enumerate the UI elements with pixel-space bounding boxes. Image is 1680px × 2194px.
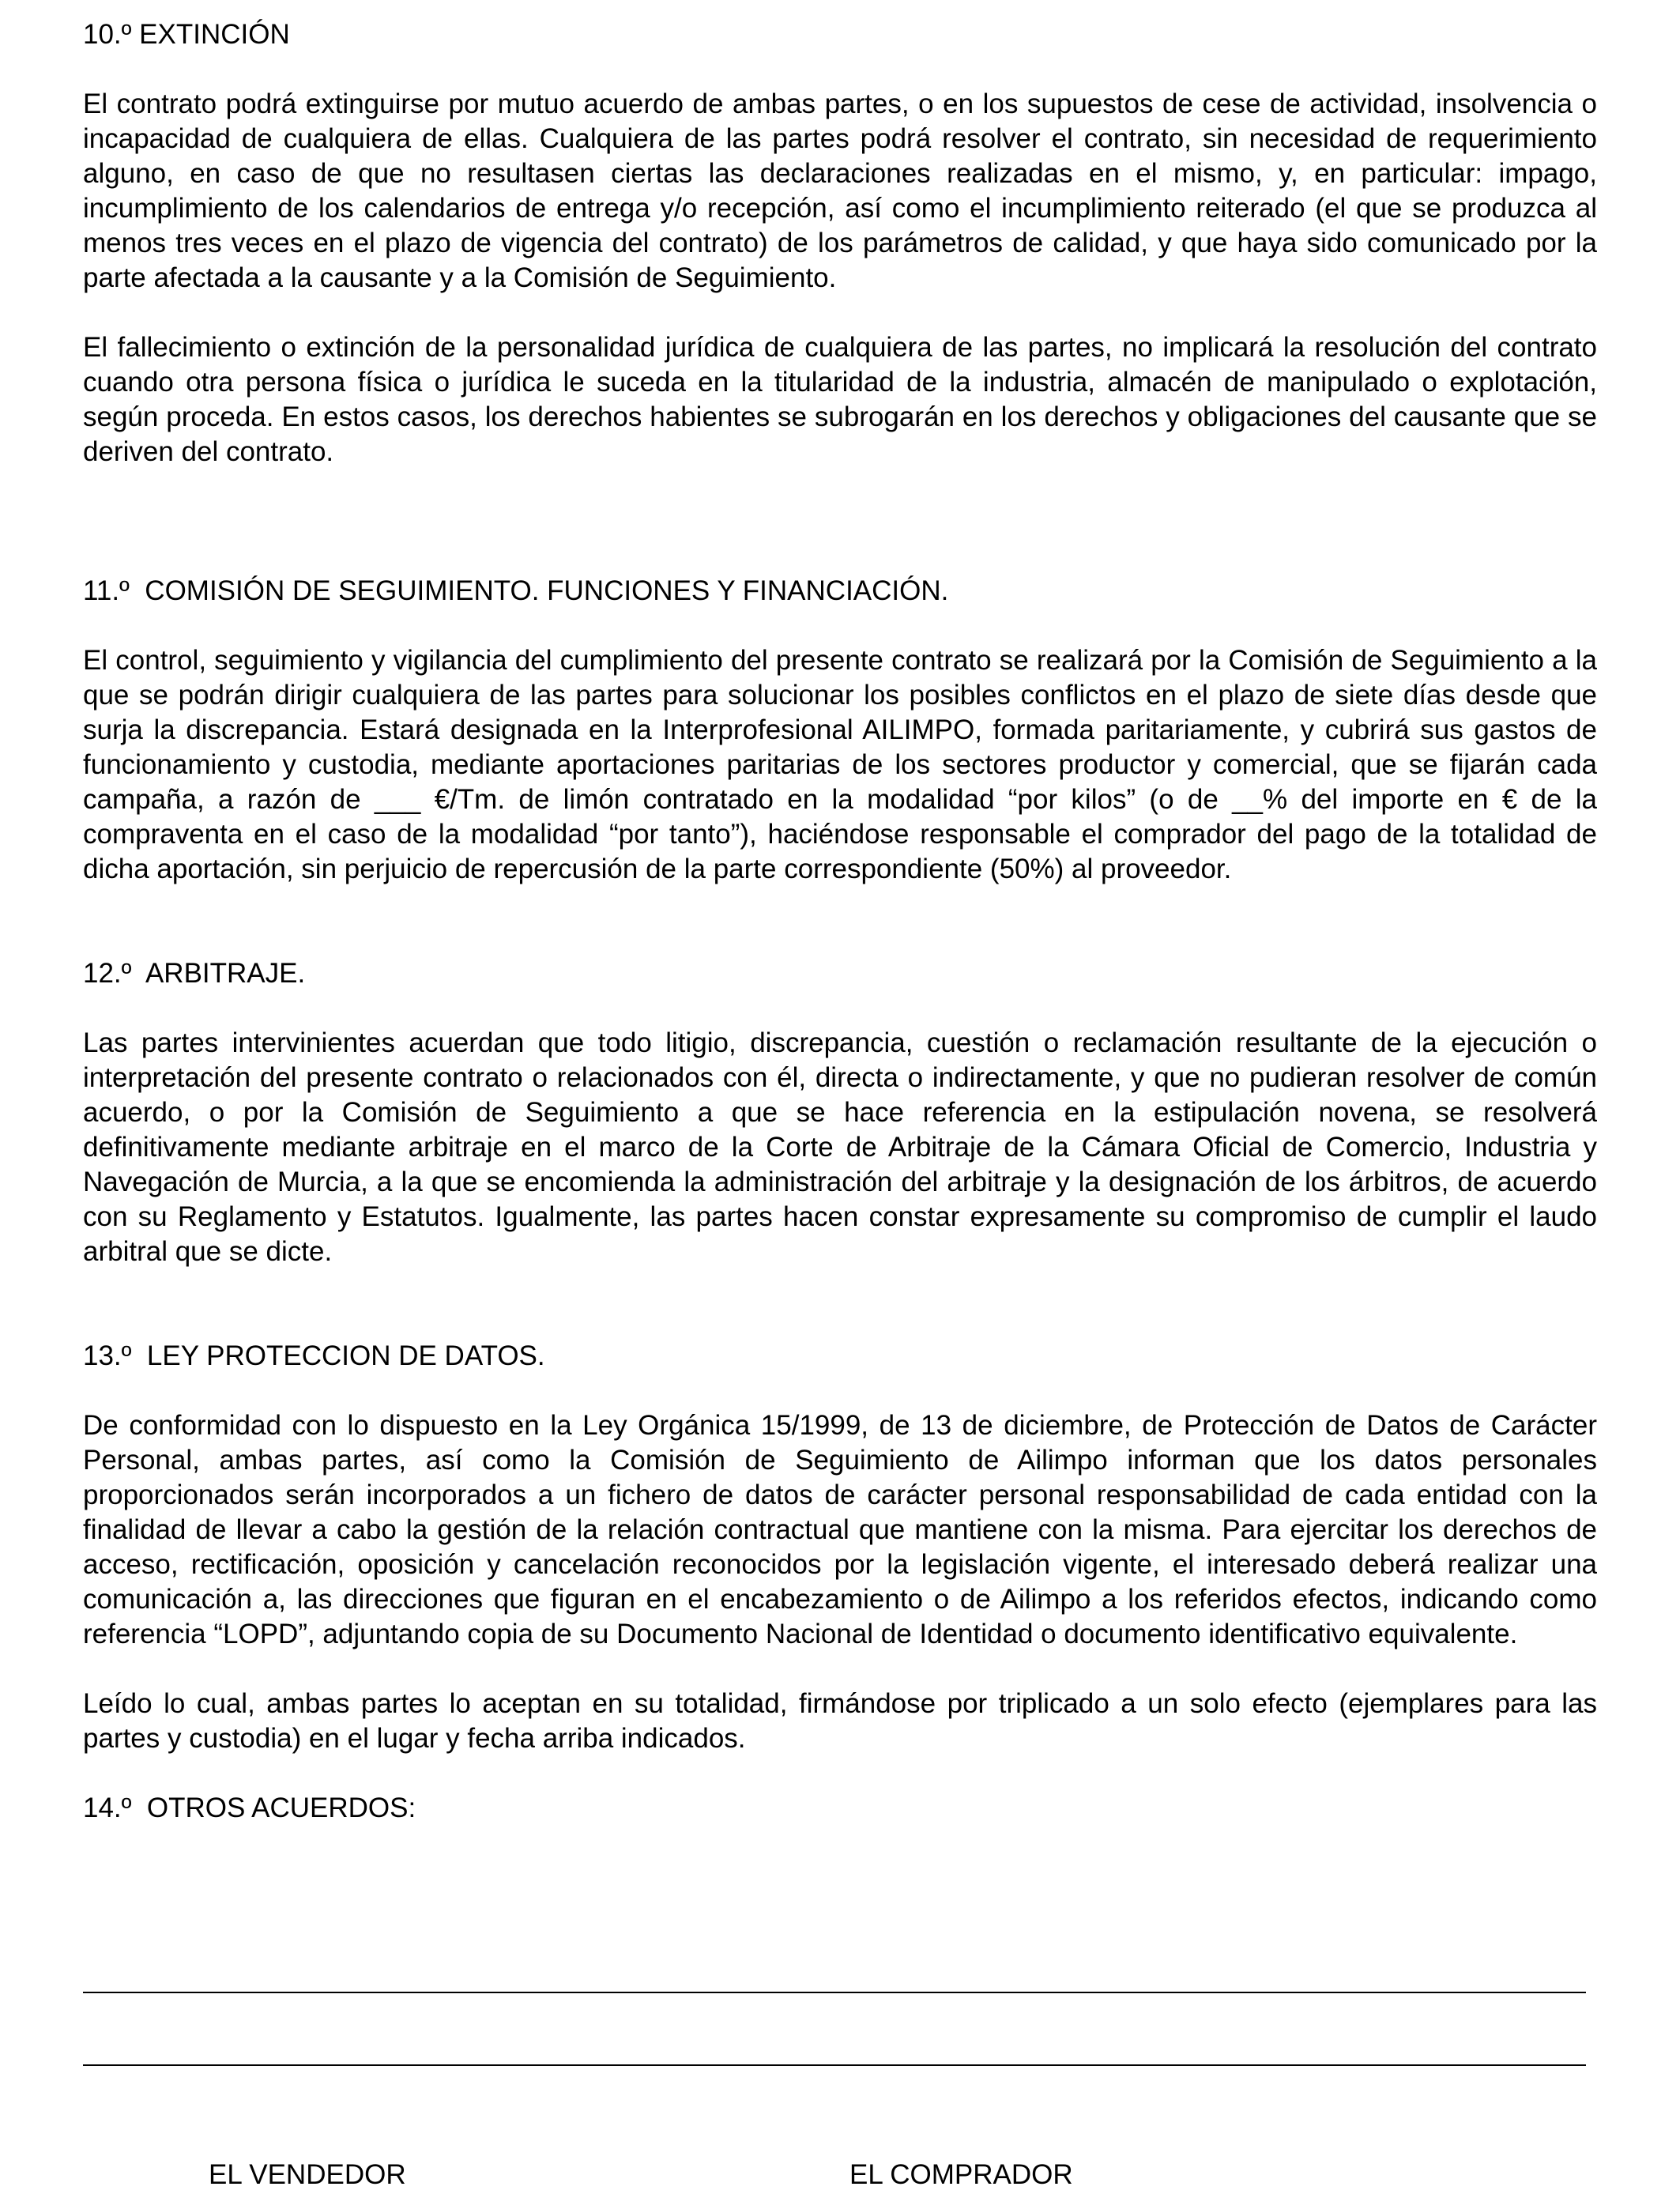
other-agreements-line[interactable] (83, 2064, 1586, 2066)
section-10-heading: 10.º EXTINCIÓN (83, 19, 290, 50)
other-agreements-line[interactable] (83, 1992, 1586, 1993)
section-14-heading: 14.º OTROS ACUERDOS: (83, 1793, 416, 1823)
section-13-heading: 13.º LEY PROTECCION DE DATOS. (83, 1340, 545, 1371)
section-12-paragraph: Las partes intervinientes acuerdan que todo litigio, discrepancia, cuestión o reclamación resultante de la ejecución o interpretación del presente contrato o relacionados con él, directa o indirectamente, y que no pudieran resolver de común acuerdo, o por la Comisión de Seguimiento a que se hace referencia en la estipulación novena, se resolverá definitivamente mediante arbitraje en el marco de la Corte de Arbitraje de la Cámara Oficial de Comercio, Industria y Navegación de Murcia, a la que se encomienda la administración del arbitraje y la designación de los árbitros, de acuerdo con su Reglamento y Estatutos. Igualmente, las partes hacen constar expresamente su compromiso de cumplir el laudo arbitral que se dicte. (83, 1027, 1597, 1267)
seller-signature-label: EL VENDEDOR (209, 2159, 406, 2190)
section-10-paragraph: El fallecimiento o extinción de la personalidad jurídica de cualquiera de las partes, no implicará la resolución del contrato cuando otra persona física o jurídica le suceda en la titularidad de la industria, almacén de manipulado o explotación, según proceda. En estos casos, los derechos habientes se subrogarán en los derechos y obligaciones del causante que se deriven del contrato. (83, 332, 1597, 467)
section-11-heading: 11.º COMISIÓN DE SEGUIMIENTO. FUNCIONES Y FINANCIACIÓN. (83, 575, 949, 606)
section-12-heading: 12.º ARBITRAJE. (83, 958, 306, 989)
section-13-paragraph: Leído lo cual, ambas partes lo aceptan en su totalidad, firmándose por triplicado a un solo efecto (ejemplares para las partes y custodia) en el lugar y fecha arriba indicados. (83, 1688, 1597, 1754)
section-13-paragraph: De conformidad con lo dispuesto en la Ley Orgánica 15/1999, de 13 de diciembre, de Protección de Datos de Carácter Personal, ambas partes, así como la Comisión de Seguimiento de Ailimpo informan que los datos personales proporcionados serán incorporados a un fichero de datos de carácter personal responsabilidad de cada entidad con la finalidad de llevar a cabo la gestión de la relación contractual que mantiene con la misma. Para ejercitar los derechos de acceso, rectificación, oposición y cancelación reconocidos por la legislación vigente, el interesado deberá realizar una comunicación a, las direcciones que figuran en el encabezamiento o de Ailimpo a los referidos efectos, indicando como referencia “LOPD”, adjuntando copia de su Documento Nacional de Identidad o documento identificativo equivalente. (83, 1410, 1597, 1649)
document-page (83, 17, 1597, 1826)
section-10-paragraph: El contrato podrá extinguirse por mutuo acuerdo de ambas partes, o en los supuestos de cese de actividad, insolvencia o incapacidad de cualquiera de ellas. Cualquiera de las partes podrá resolver el contrato, sin necesidad de requerimiento alguno, en caso de que no resultasen ciertas las declaraciones realizadas en el mismo, y, en particular: impago, incumplimiento de los calendarios de entrega y/o recepción, así como el incumplimiento reiterado (el que se produzca al menos tres veces en el plazo de vigencia del contrato) de los parámetros de calidad, y que haya sido comunicado por la parte afectada a la causante y a la Comisión de Seguimiento. (83, 89, 1597, 293)
section-11-paragraph: El control, seguimiento y vigilancia del cumplimiento del presente contrato se realizará por la Comisión de Seguimiento a la que se podrán dirigir cualquiera de las partes para solucionar los posibles conflictos en el plazo de siete días desde que surja la discrepancia. Estará designada en la Interprofesional AILIMPO, formada paritariamente, y cubrirá sus gastos de funcionamiento y custodia, mediante aportaciones paritarias de los sectores productor y comercial, que se fijarán cada campaña, a razón de ___ €/Tm. de limón contratado en la modalidad “por kilos” (o de __% del importe en € de la compraventa en el caso de la modalidad “por tanto”), haciéndose responsable el comprador del pago de la totalidad de dicha aportación, sin perjuicio de repercusión de la parte correspondiente (50%) al proveedor. (83, 645, 1597, 884)
buyer-signature-label: EL COMPRADOR (849, 2159, 1073, 2190)
